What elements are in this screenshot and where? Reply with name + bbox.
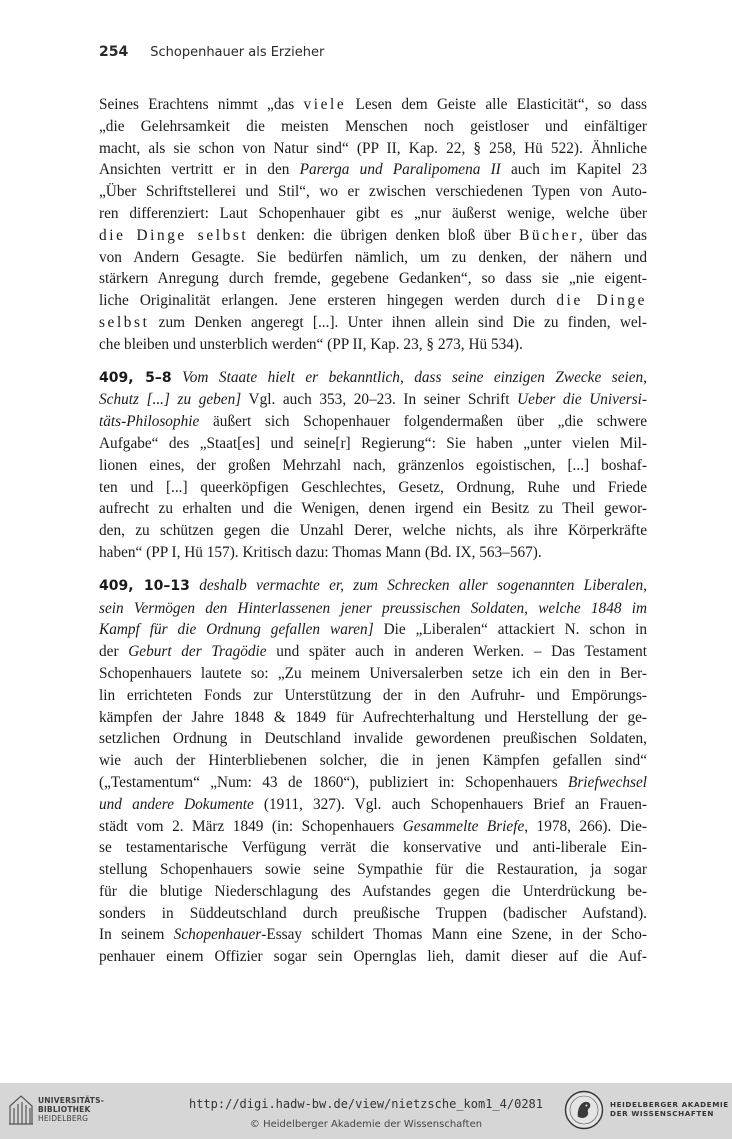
text-line: penhauer einem Offizier sogar sein Opernglas lieh, damit dieser auf die Auf- (99, 948, 647, 966)
paragraph-3 (99, 575, 647, 968)
text-line: täts-Philosophie äußert sich Schopenhauer folgendermaßen über „die schwere (99, 413, 647, 431)
paragraph-1 (99, 94, 647, 356)
text-line: Schutz [...] zu geben] Vgl. auch 353, 20–23. In seiner Schrift Ueber die Universi- (99, 391, 647, 409)
text-line: In seinem Schopenhauer-Essay schildert Thomas Mann eine Szene, in der Scho- (99, 926, 647, 944)
text-line: ten und [...] queerköpfigen Geschlechtes, Gesetz, Ordnung, Ruhe und Friede (99, 478, 647, 496)
text-line: von Andern Gesagte. Sie bedürfen nämlich, um zu denken, der nähern und (99, 248, 647, 266)
academy-seal-icon (564, 1090, 604, 1130)
text-line: Aufgabe“ des „Staat[es] und seine[r] Regierung“: Sie haben „unter vielen Mil- (99, 434, 647, 452)
text-line: Ansichten vertritt er in den Parerga und Paralipomena II auch im Kapitel 23 (99, 161, 647, 179)
text-line: sonders in Süddeutschland durch preußische Truppen (badischer Aufstand). (99, 904, 647, 922)
text-line: stärkern Anregung durch fremde, gegebene Gedanken“, so dass sie „nie eigent- (99, 270, 647, 288)
permalink-url[interactable]: http://digi.hadw-bw.de/view/nietzsche_kom1_4/0281 (188, 1097, 543, 1111)
text-line: der Geburt der Tragödie und später auch in anderen Werken. – Das Testament (99, 643, 648, 661)
text-line: stellung Schopenhauers sowie seine Sympathie für die Restauration, ja sogar (99, 861, 647, 879)
text-line: selbst zum Denken angeregt [...]. Unter ihnen allein sind Die zu finden, wel- (99, 313, 647, 331)
text-line: lin errichteten Fonds zur Unterstützung der in den Aufruhr- und Empörungs- (99, 686, 647, 704)
page-number: 254 (99, 44, 129, 60)
paragraph-2 (99, 367, 647, 564)
text-line: che bleiben und unsterblich werden“ (PP II, Kap. 23, § 273, Hü 534). (99, 335, 523, 353)
library-name: UNIVERSITÄTS- BIBLIOTHEK HEIDELBERG (38, 1096, 105, 1123)
text-line: liche Originalität erlangen. Jene ersteren hingegen werden durch die Dinge (99, 292, 648, 310)
text-line: 409, 5–8 Vom Staate hielt er bekanntlich, dass seine einzigen Zwecke seien, (99, 368, 647, 386)
text-line: aufrecht zu erhalten und die Wenigen, denen irgend ein Besitz zu Theil gewor- (99, 500, 647, 518)
text-line: Kampf für die Ordnung gefallen waren] Die „Liberalen“ attackiert N. schon in (99, 621, 647, 639)
text-line: „Über Schriftstellerei und Stil“, wo er zwischen verschiedenen Typen von Auto- (99, 183, 647, 201)
text-line: kämpfen der Jahre 1848 & 1849 für Aufrechterhaltung und Herstellung der ge- (99, 708, 647, 726)
text-line: lionen eines, der großen Mehrzahl nach, gränzenlos egoistischen, [...] boshaf- (99, 456, 647, 474)
copyright-notice: © Heidelberger Akademie der Wissenschaften (249, 1119, 483, 1130)
text-line: für die blutige Niederschlagung des Aufstandes gegen die Unterdrückung be- (99, 882, 647, 900)
text-line: und andere Dokumente (1911, 327). Vgl. auch Schopenhauers Brief an Frauen- (99, 795, 647, 813)
text-line: die Dinge selbst denken: die übrigen denken bloß über Bücher, über das (99, 226, 647, 244)
text-line: sein Vermögen den Hinterlassenen jener preussischen Soldaten, welche 1848 im (99, 599, 647, 617)
text-line: städt vom 2. März 1849 (in: Schopenhauers Gesammelte Briefe, 1978, 266). Die- (99, 817, 648, 835)
text-line: wie auch der Hinterbliebenen solcher, die in jenen Kämpfen gefallen sind“ (99, 752, 647, 770)
text-line: („Testamentum“ „Num: 43 de 1860“), publiziert in: Schopenhauers Briefwechsel (99, 773, 647, 791)
commentary-body (99, 94, 647, 979)
running-title: Schopenhauer als Erzieher (150, 45, 325, 60)
text-line: haben“ (PP I, Hü 157). Kritisch dazu: Thomas Mann (Bd. IX, 563–567). (99, 543, 542, 561)
text-line: 409, 10–13 deshalb vermachte er, zum Schrecken aller sogenannten Liberalen, (99, 576, 647, 594)
text-line: ren differenziert: Laut Schopenhauer gibt es „nur äußerst wenige, welche über (99, 204, 647, 222)
text-line: setzlichen Ordnung in Deutschland invalide gewordenen preußischen Soldaten, (99, 730, 647, 748)
text-line: „die Gelehrsamkeit die meisten Menschen noch geistloser und einfältiger (99, 117, 647, 135)
text-line: Seines Erachtens nimmt „das viele Lesen dem Geiste alle Elasticität“, so dass (99, 96, 647, 113)
line-reference: 409, 5–8 (99, 369, 172, 386)
digitization-footer (0, 1083, 732, 1139)
text-line: macht, als sie schon von Natur sind“ (PP II, Kap. 22, § 258, Hü 522). Ähnliche (99, 139, 647, 157)
academy-name: HEIDELBERGER AKADEMIE DER WISSENSCHAFTEN (610, 1100, 729, 1118)
running-header (99, 44, 647, 66)
text-line: den, zu schützen gegen die Unzahl Derer, welche nichts, als ihre Körperkräfte (99, 522, 647, 540)
text-line: se testamentarische Verfügung verrät die konservative und anti-liberale Ein- (99, 839, 647, 857)
line-reference: 409, 10–13 (99, 577, 190, 594)
text-line: Schopenhauers lautete so: „Zu meinem Universalerben setze ich ein den in Ber- (99, 664, 647, 682)
